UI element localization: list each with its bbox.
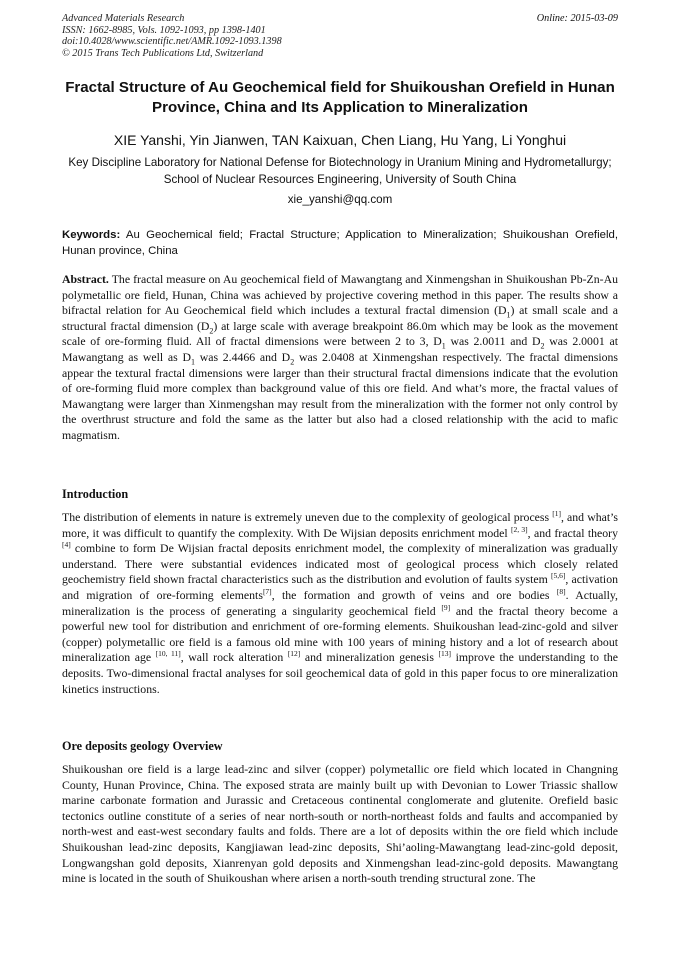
author-list: XIE Yanshi, Yin Jianwen, TAN Kaixuan, Chen Liang, Hu Yang, Li Yonghui <box>113 132 567 148</box>
intro-text: , and what’s more, it was difficult to quantify the complexity. With De Wijsian deposits enrichment model <box>62 510 618 540</box>
abstract-text-6: was 2.4466 and D <box>194 349 291 364</box>
abstract-text-5: was 2.0001 at Mawangtang as well as D <box>62 334 618 364</box>
citation-ref: [12] <box>287 649 301 659</box>
abstract-text-1: The fractal measure on Au geochemical field of Mawangtang and Xinmengshan in Shuikoushan Pb-Zn-Au polymetallic ore field, Hunan, China was achieved by projective covering method in this paper. The results show a bifractal relation for Au Geochemical field which includes a textural fractal dimension (D <box>62 272 618 318</box>
subscript: 2 <box>290 357 295 367</box>
intro-text: The distribution of elements in nature is extremely uneven due to the complexity of geological process <box>62 510 553 524</box>
abstract-text-2: ) at small scale and a structural fractal dimension (D <box>62 303 619 333</box>
intro-text: , activation and migration of ore-forming elements <box>62 572 618 602</box>
online-date: Online: 2015-03-09 <box>536 13 618 24</box>
abstract-label: Abstract. <box>62 272 109 286</box>
abstract-text-3: ) at large scale with average breakpoint 86.0m which may be look as the movement scale of ore-forming fluid. All of fractal dimensions were between 2 to 3, D <box>62 318 618 349</box>
keywords-text: Au Geochemical field; Fractal Structure; Application to Mineralization; Shuikoushan Orefield, Hunan province, China <box>62 229 618 257</box>
intro-text: , and fractal theory <box>527 525 618 540</box>
keywords-block <box>62 228 618 259</box>
citation-ref: [2, 3] <box>511 524 528 534</box>
citation-ref: [10, 11] <box>155 649 181 659</box>
journal-doi: doi:10.4028/www.scientific.net/AMR.1092-1093.1398 <box>62 36 282 48</box>
citation-ref: [7] <box>262 587 272 597</box>
affiliation: Key Discipline Laboratory for National Defense for Biotechnology in Uranium Mining and Hydrometallurgy; School of Nuclear Resources Engineering, University of South China <box>68 156 612 186</box>
abstract-block <box>62 272 618 444</box>
citation-ref: [1] <box>552 509 561 519</box>
intro-text: combine to form De Wijsian fractal deposits enrichment model, the complexity of mineralization was gradually understand. There were substantial evidences indicated most of geological process which closely related geochemistry field shown fractal characteristics such as the distribution and evolution of faults system <box>62 541 618 587</box>
journal-issn: ISSN: 1662-8985, Vols. 1092-1093, pp 1398-1401 <box>62 24 266 36</box>
section-heading-introduction: Introduction <box>62 487 129 501</box>
introduction-paragraph <box>62 510 618 697</box>
intro-text: improve the understanding to the deposits. Two-dimensional fractal analyses for soil geochemical data of gold in this paper focus to ore mineralization kinetics instructions. <box>62 650 619 696</box>
journal-copyright: © 2015 Trans Tech Publications Ltd, Switzerland <box>62 47 264 59</box>
paper-title: Fractal Structure of Au Geochemical field for Shuikoushan Orefield in Hunan Province, China and Its Application to Mineralization <box>65 79 615 116</box>
intro-text: , the formation and growth of veins and ore bodies <box>271 587 557 602</box>
citation-ref: [13] <box>438 649 451 659</box>
journal-name: Advanced Materials Research <box>62 13 185 24</box>
keywords-label: Keywords: <box>62 229 121 241</box>
subscript: 2 <box>209 326 214 336</box>
citation-ref: [9] <box>441 602 451 612</box>
journal-header <box>62 13 618 59</box>
citation-ref: [4] <box>62 540 71 550</box>
author-email: xie_yanshi@qq.com <box>287 193 393 206</box>
subscript: 1 <box>190 357 195 367</box>
abstract-text-4: was 2.0011 and D <box>445 334 541 349</box>
intro-text: and mineralization genesis <box>300 650 439 665</box>
subscript: 1 <box>506 310 511 320</box>
intro-text: and the fractal theory become a powerful new tool for distribution and enrichment of ore-forming elements. Shuikoushan lead-zinc-gold and silver (copper) polymetallic ore field is a famous old mine with 100 years of mining history and a lot of research about mineralization age <box>62 603 618 665</box>
intro-text: . Actually, mineralization is the process of generating a singularity geochemical field <box>62 587 618 618</box>
subscript: 2 <box>540 341 545 351</box>
intro-text: , wall rock alteration <box>180 650 288 665</box>
citation-ref: [5,6] <box>550 571 566 581</box>
ore-geology-paragraph: Shuikoushan ore field is a large lead-zinc and silver (copper) polymetallic ore field which located in Changning County, Hunan Province, China. The exposed strata are mainly built up with Devonian to Lower Triassic shallow marine carbonate formation and Jurassic and Cretaceous continental conglomerate and glutenite. Orefield basic tectonics outline constitute of a series of near north-south or north-northeast folds and faults and accompanied by north-west and east-west secondary faults and folds. There are a lot of deposits within the ore field which include Shuikoushan lead-zinc deposits, Kangjiawan lead-zinc deposits, Shi’aoling-Mawangtang lead-zinc-gold deposit, Longwangshan gold deposits, Xianrenyan gold deposits and Xinmengshan lead-zinc-gold deposits. Mawangtang mine is located in the south of Shuikoushan where arisen a north-south trending structural zone. The <box>62 762 618 886</box>
subscript: 1 <box>441 341 446 351</box>
citation-ref: [8] <box>556 587 566 597</box>
abstract-text-7: was 2.0408 at Xinmengshan respectively. The fractal dimensions appear the textural fractal dimensions were larger than their structural fractal dimensions indicate that the evolution of ore-forming fluid more complex than background value of this ore field. And what’s more, the fractal values of Mawangtang were larger than Xinmengshan may result from the mineralization with the former not only control by the overthrust structure and fold the same as the latter but also had a closed relationship with the acid to mafic magmatism. <box>62 349 619 442</box>
section-heading-ore-geology: Ore deposits geology Overview <box>62 739 223 753</box>
